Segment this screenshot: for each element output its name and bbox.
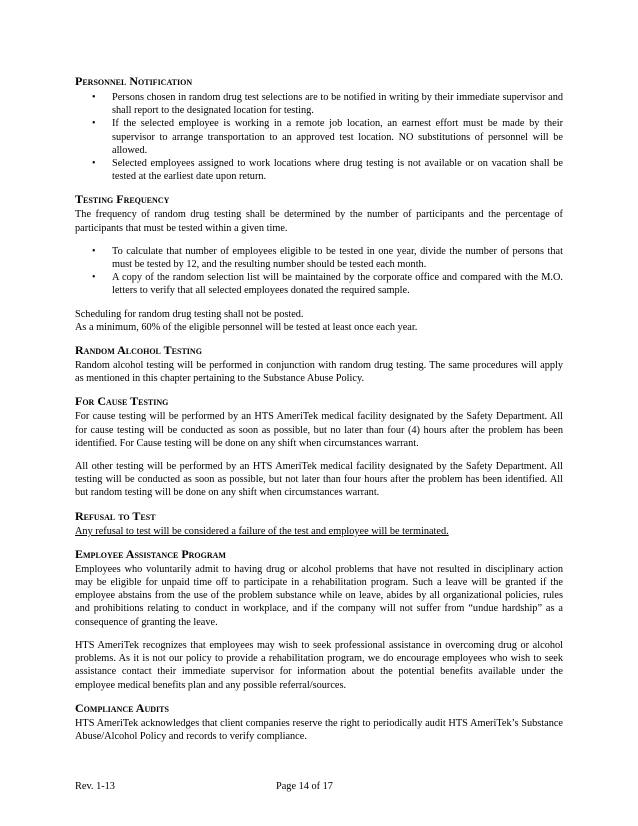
section-testing-frequency (75, 192, 563, 334)
list-item-text: To calculate that number of employees eligible to be tested in one year, divide the number of persons that must be tested by 12, and the resulting number should be tested each month. (112, 245, 563, 271)
bullet-icon: • (92, 245, 96, 257)
section-for-cause-testing (75, 394, 563, 499)
paragraph: HTS AmeriTek recognizes that employees may wish to seek professional assistance in overcoming drug or alcohol problems. As it is not our policy to provide a rehabilitation program, we do encourage employees who wish to seek assistance contact their immediate supervisor for information about the potential benefits available under the employee medical benefits plan and any possible referral/sources. (75, 639, 563, 691)
revision-label: Rev. 1-13 (75, 781, 115, 792)
bullet-icon: • (92, 118, 96, 130)
section-refusal-to-test (75, 509, 563, 538)
paragraph: The frequency of random drug testing shall be determined by the number of participants and the percentage of participants that must be tested within a given time. (75, 209, 563, 234)
bullet-list (75, 245, 563, 298)
section-heading: Employee Assistance Program (75, 546, 226, 561)
bullet-list (75, 91, 563, 183)
section-heading: For Cause Testing (75, 394, 169, 409)
page-number: Page 14 of 17 (276, 781, 333, 792)
section-compliance-audits (75, 701, 563, 743)
bullet-icon: • (92, 92, 96, 103)
document-body (75, 74, 563, 752)
paragraph: Employees who voluntarily admit to having drug or alcohol problems that have not resulted in disciplinary action may be eligible for unpaid time off to participate in a rehabilitation program. Such a leave will be granted if the employee abstains from the use of the problem substance while on leave, abides by all organizational policies, rules and prohibitions relating to conduct in workplace, and if the company will not suffer from “undue hardship” as a consequence of granting the leave. (75, 563, 563, 628)
list-item (75, 271, 563, 297)
section-random-alcohol-testing (75, 343, 563, 385)
paragraph: HTS AmeriTek acknowledges that client companies reserve the right to periodically audit HTS AmeriTek’s Substance Abuse/Alcohol Policy and records to verify compliance. (75, 717, 563, 742)
bullet-icon: • (92, 272, 96, 284)
list-item-text: If the selected employee is working in a remote job location, an earnest effort must be made by their supervisor to arrange transportation to an approved test location. NO substitutions of personnel will be allowed. (112, 118, 563, 156)
section-personnel-notification (75, 74, 563, 183)
bullet-icon: • (92, 158, 96, 170)
section-heading: Refusal to Test (75, 508, 156, 523)
list-item (75, 157, 563, 183)
list-item (75, 117, 563, 157)
list-item (75, 245, 563, 271)
paragraph: As a minimum, 60% of the eligible personnel will be tested at least once each year. (75, 321, 418, 333)
paragraph: Random alcohol testing will be performed in conjunction with random drug testing. The same procedures will apply as mentioned in this chapter pertaining to the Substance Abuse Policy. (75, 360, 563, 385)
list-item-text: A copy of the random selection list will be maintained by the corporate office and compared with the M.O. letters to verify that all selected employees donated the required sample. (112, 272, 563, 297)
paragraph: All other testing will be performed by an HTS AmeriTek medical facility designated by the Safety Department. All testing will be conducted as soon as possible, but not later than four hours after the problem has been identified. All but random testing will be done on any shift when circumstances warrant. (75, 461, 563, 499)
section-heading: Testing Frequency (75, 192, 170, 207)
paragraph (75, 525, 563, 538)
section-heading: Random Alcohol Testing (75, 343, 202, 358)
underlined-text: Any refusal to test will be considered a failure of the test and employee will be terminated. (75, 525, 449, 537)
list-item (75, 91, 563, 117)
section-employee-assistance-program (75, 547, 563, 692)
paragraph: Scheduling for random drug testing shall not be posted. (75, 308, 304, 320)
section-heading: Personnel Notification (75, 74, 193, 88)
paragraph: For cause testing will be performed by an HTS AmeriTek medical facility designated by the Safety Department. All for cause testing will be conducted as soon as possible, but no later than four (4) hours after the problem has been identified. For Cause testing will be done on any shift when circumstances warrant. (75, 411, 563, 449)
section-heading: Compliance Audits (75, 700, 169, 715)
list-item-text: Persons chosen in random drug test selections are to be notified in writing by their immediate supervisor and shall report to the designated location for testing. (112, 92, 563, 117)
list-item-text: Selected employees assigned to work locations where drug testing is not available or on vacation shall be tested at the earliest date upon return. (112, 158, 563, 183)
